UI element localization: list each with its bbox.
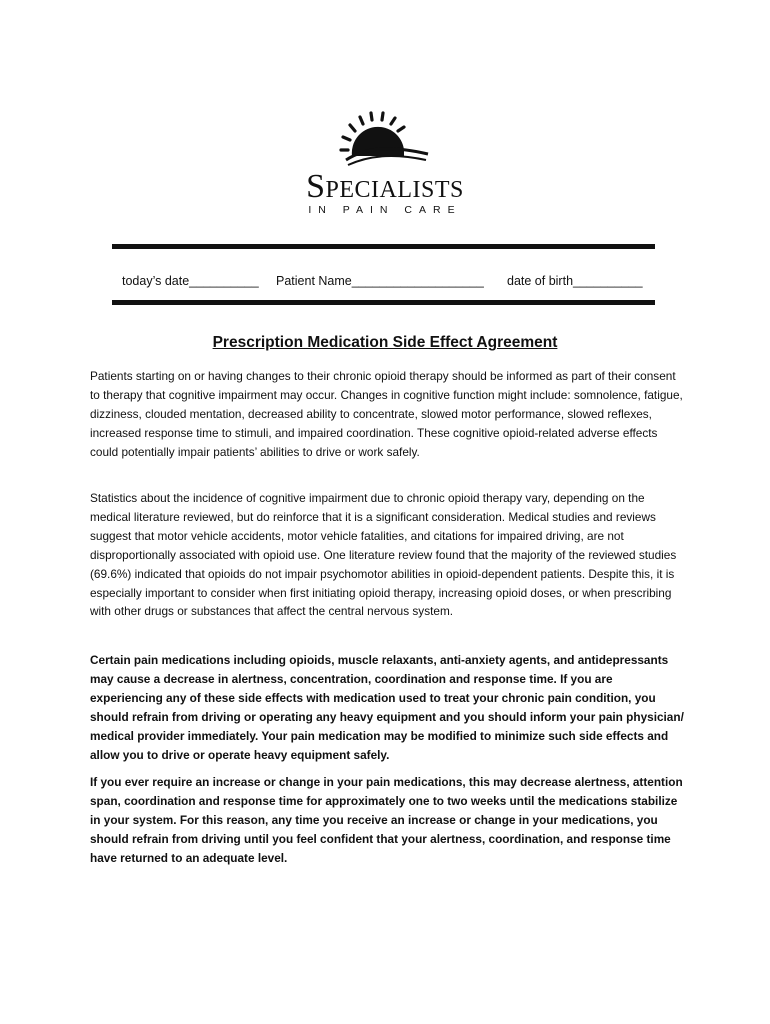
bottom-divider [112, 300, 655, 305]
paragraph-cognitive-effects: Patients starting on or having changes to their chronic opioid therapy should be informed as part of their consent to therapy that cognitive impairment may occur. Changes in cognitive function might include: somnolence, fatigue, dizziness, clouded mentation, decreased ability to concentrate, slowed motor performance, slowed reflexes, increased response time to stimuli, and impaired coordination. These cognitive opioid-related adverse effects could potentially impair patients’ abilities to drive or work safely. [90, 369, 683, 459]
date-of-birth-field-label: date of birth__________ [507, 274, 643, 288]
paragraph-dose-change-warning: If you ever require an increase or change in your pain medications, this may decrease alertness, attention span, coordination and response time for approximately one to two weeks until the medications stabilize in your system. For this reason, any time you receive an increase or change in your medications, you should refrain from driving until you feel confident that your alertness, coordination, and response time have returned to an adequate level. [90, 775, 683, 865]
paragraph-statistics: Statistics about the incidence of cognitive impairment due to chronic opioid therapy vary, depending on the medical literature reviewed, but do reinforce that it is a significant consideration. Medical studies and reviews suggest that motor vehicle accidents, motor vehicle fatalities, and citations for impaired driving, are not disproportionally associated with opioid use. One literature review found that the majority of the reviewed studies (69.6%) indicated that opioids do not impair psychomotor abilities in opioid-dependent patients. Despite this, it is especially important to consider when first initiating opioid therapy, increasing opioid doses, or when prescribing with other drugs or substances that affect the central nervous system. [90, 491, 677, 619]
sun-logo-icon [338, 110, 432, 170]
document-title: Prescription Medication Side Effect Agreement [212, 334, 558, 351]
brand-name: Specialists [306, 168, 464, 205]
patient-info-fields [0, 274, 770, 294]
paragraph-medication-warning: Certain pain medications including opioids, muscle relaxants, anti-anxiety agents, and antidepressants may cause a decrease in alertness, concentration, coordination and response time. If you are experiencing any of these side effects with medication used to treat your chronic pain condition, you should refrain from driving or operating any heavy equipment and you should inform your pain physician/ medical provider immediately. Your pain medication may be modified to minimize such side effects and allow you to drive or operate heavy equipment safely. [90, 653, 684, 762]
date-field-label: today’s date__________ [122, 274, 259, 288]
patient-name-field-label: Patient Name___________________ [276, 274, 484, 288]
top-divider [112, 244, 655, 249]
brand-subtitle: IN PAIN CARE [308, 204, 462, 216]
company-logo [270, 110, 500, 220]
